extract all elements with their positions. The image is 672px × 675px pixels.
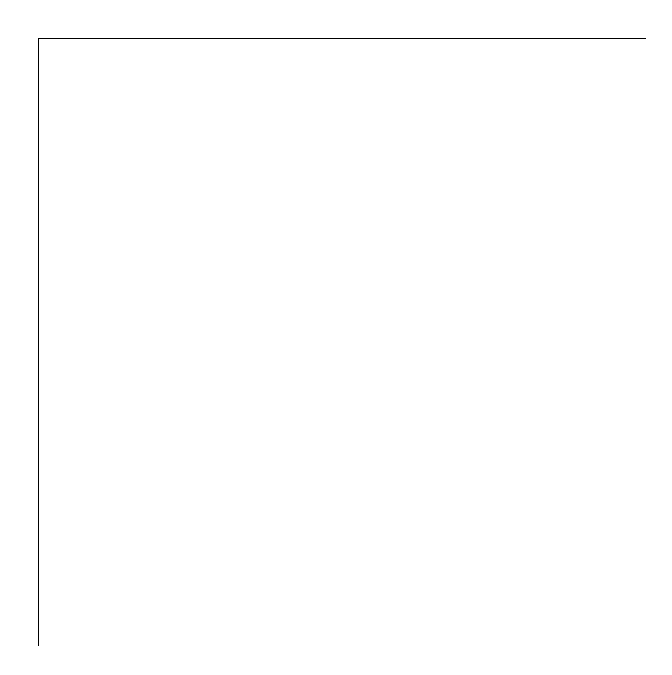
character-grid [38,38,646,646]
